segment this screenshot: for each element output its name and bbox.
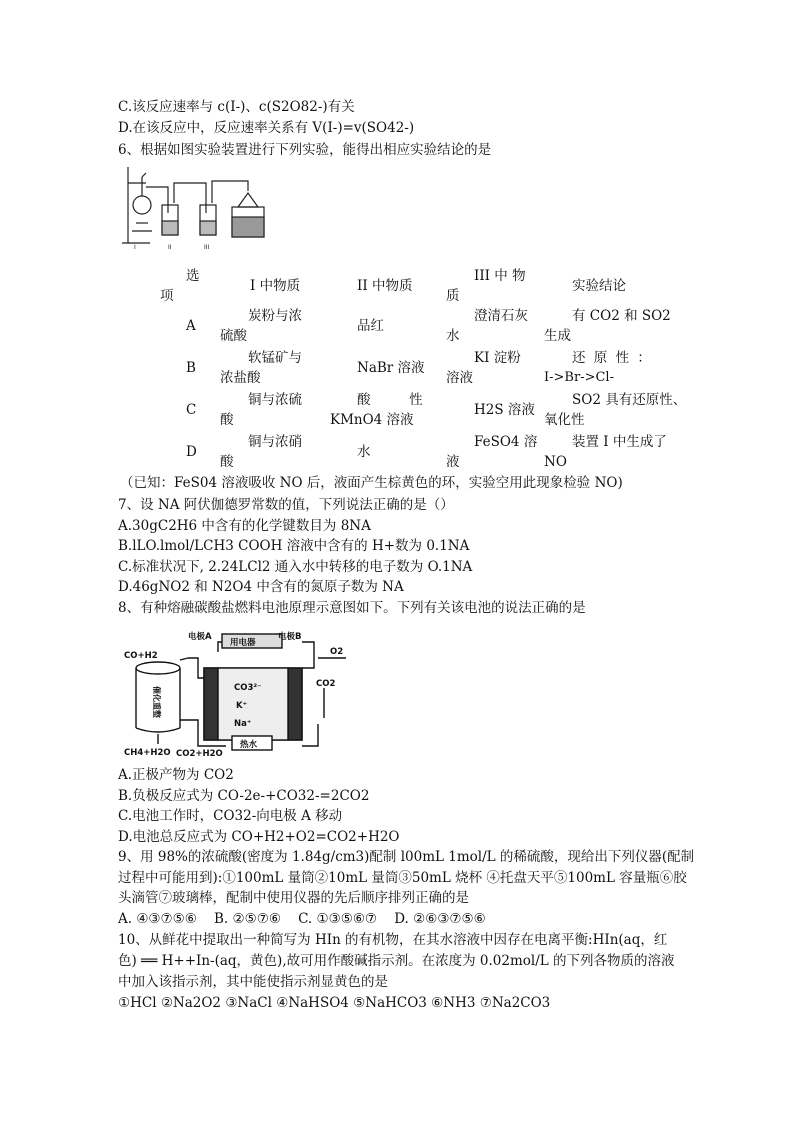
q7-stem: 7、设 NA 阿伏伽德罗常数的值，下列说法正确的是（）: [118, 497, 454, 513]
row-b-i-line2: 浓盐酸: [220, 370, 261, 386]
row-a-iii-line1: 澄清石灰: [474, 308, 528, 324]
q6-stem: 6、根据如图实验装置进行下列实验，能得出相应实验结论的是: [118, 142, 492, 158]
row-b-option: B: [186, 360, 196, 376]
label-ch4-h2o: CH4+H2O: [124, 748, 171, 758]
table-header-option-top: 选: [186, 268, 200, 284]
row-d-iii-line1: FeSO4 溶: [474, 434, 538, 450]
q10-line1: 10、从鲜花中提取出一种简写为 HIn 的有机物，在其水溶液中因存在电离平衡:HIn(aq，红: [118, 932, 668, 948]
row-a-i-line2: 硫酸: [220, 328, 247, 344]
table-header-iii-bottom: 质: [446, 288, 460, 304]
row-d-i-line1: 铜与浓硝: [248, 434, 302, 450]
label-load: 用电器: [230, 638, 256, 648]
q7-option-b: B.lLO.lmol/LCH3 COOH 溶液中含有的 H+数为 0.1NA: [118, 538, 470, 554]
row-a-conclusion-line2: 生成: [544, 328, 571, 344]
table-header-conclusion: 实验结论: [572, 278, 626, 294]
row-d-option: D: [186, 444, 197, 460]
row-b-i-line1: 软锰矿与: [248, 350, 302, 366]
table-header-i: I 中物质: [250, 278, 301, 294]
q10-line2: 色) ══ H++In-(aq，黄色),故可用作酸碱指示剂。在浓度为 0.02mol/L 的下列各物质的溶液: [118, 953, 675, 969]
q8-option-c: C.电池工作时，CO32-向电极 A 移动: [118, 808, 343, 824]
row-a-ii: 品红: [357, 318, 384, 334]
label-inlet-co-h2: CO+H2: [124, 651, 158, 661]
label-electrode-a: 电极A: [188, 632, 212, 642]
label-sodium-ion: Na⁺: [234, 719, 252, 729]
row-c-option: C: [186, 402, 197, 418]
label-co2-right: CO2: [316, 679, 336, 689]
q7-option-c: C.标准状况下, 2.24LCl2 通入水中转移的电子数为 O.1NA: [118, 559, 473, 575]
row-a-conclusion-line1: 有 CO2 和 SO2: [572, 308, 671, 324]
q10-line3: 中加入该指示剂，其中能使指示剂显黄色的是: [118, 974, 388, 990]
row-b-conclusion-line1: 还 原 性 ：: [572, 350, 653, 366]
row-a-i-line1: 炭粉与浓: [248, 308, 302, 324]
label-o2: O2: [330, 647, 344, 657]
row-d-iii-line2: 液: [446, 454, 460, 470]
q10-options: ①HCl ②Na2O2 ③NaCl ④NaHSO4 ⑤NaHCO3 ⑥NH3 ⑦Na2CO3: [118, 995, 551, 1011]
row-d-i-line2: 酸: [220, 454, 234, 470]
row-d-conclusion-line2: NO: [544, 454, 567, 470]
apparatus-label-ii: II: [168, 244, 172, 251]
row-c-i-line2: 酸: [220, 412, 234, 428]
row-c-i-line1: 铜与浓硫: [248, 392, 302, 408]
row-a-option: A: [186, 318, 196, 334]
q8-stem: 8、有种熔融碳酸盐燃料电池原理示意图如下。下列有关该电池的说法正确的是: [118, 600, 586, 616]
q5-option-d: D.在该反应中，反应速率关系有 V(I-)=v(SO42-): [118, 120, 415, 136]
label-electrode-b: 电极B: [278, 632, 302, 642]
q7-option-d: D.46gNO2 和 N2O4 中含有的氮原子数为 NA: [118, 579, 404, 595]
row-c-ii-line1: 酸 性: [357, 392, 423, 408]
q9-options: A. ④③⑦⑤⑥ B. ②⑤⑦⑥ C. ①③⑤⑥⑦ D. ②⑥③⑦⑤⑥: [118, 911, 486, 927]
q8-option-b: B.负极反应式为 CO-2e-+CO32-=2CO2: [118, 788, 370, 804]
row-b-conclusion-line2: I->Br->Cl-: [544, 370, 614, 385]
row-d-conclusion-line1: 装置 I 中生成了: [572, 434, 667, 450]
q9-line2: 过程中可能用到):①100mL 量筒②10mL 量筒③50mL 烧杯 ④托盘天平⑤100mL 容量瓶⑥胶: [118, 870, 687, 886]
row-b-iii-line1: KI 淀粉: [474, 350, 521, 366]
q9-line1: 9、用 98%的浓硫酸(密度为 1.84g/cm3)配制 l00mL 1mol/L 的稀硫酸，现给出下列仪器(配制: [118, 849, 695, 865]
label-potassium-ion: K⁺: [236, 701, 248, 711]
apparatus-label-i: I: [134, 244, 136, 251]
table-header-option-bottom: 项: [160, 288, 174, 304]
row-c-iii: H2S 溶液: [474, 402, 535, 418]
label-pump: 热水: [240, 740, 258, 750]
row-d-ii: 水: [357, 444, 371, 460]
q6-note: （已知：FeS04 溶液吸收 NO 后，液面产生棕黄色的环，实验空用此现象检验 NO): [120, 475, 623, 491]
label-reformer: 催化重整: [152, 686, 161, 718]
row-b-iii-line2: 溶液: [446, 370, 473, 386]
q8-option-d: D.电池总反应式为 CO+H2+O2=CO2+H2O: [118, 829, 400, 845]
q8-fuel-cell-diagram: [118, 628, 354, 758]
apparatus-label-iii: III: [204, 244, 210, 251]
q5-option-c: C.该反应速率与 c(I-)、c(S2O82-)有关: [118, 99, 355, 115]
row-c-conclusion-line1: SO2 具有还原性、: [572, 392, 687, 408]
q6-apparatus-figure: [120, 163, 280, 251]
row-b-ii: NaBr 溶液: [357, 360, 425, 376]
q9-line3: 头滴管⑦玻璃棒，配制中使用仪器的先后顺序排列正确的是: [118, 890, 469, 906]
q8-option-a: A.正极产物为 CO2: [118, 767, 234, 783]
label-carbonate-ion: CO3²⁻: [234, 683, 262, 693]
row-c-ii-line2: KMnO4 溶液: [330, 412, 414, 428]
row-c-conclusion-line2: 氧化性: [544, 412, 585, 428]
q7-option-a: A.30gC2H6 中含有的化学键数目为 8NA: [118, 518, 371, 534]
table-header-iii-top: III 中 物: [474, 268, 526, 284]
label-co2-h2o: CO2+H2O: [176, 749, 223, 758]
row-a-iii-line2: 水: [446, 328, 460, 344]
table-header-ii: II 中物质: [357, 278, 413, 294]
